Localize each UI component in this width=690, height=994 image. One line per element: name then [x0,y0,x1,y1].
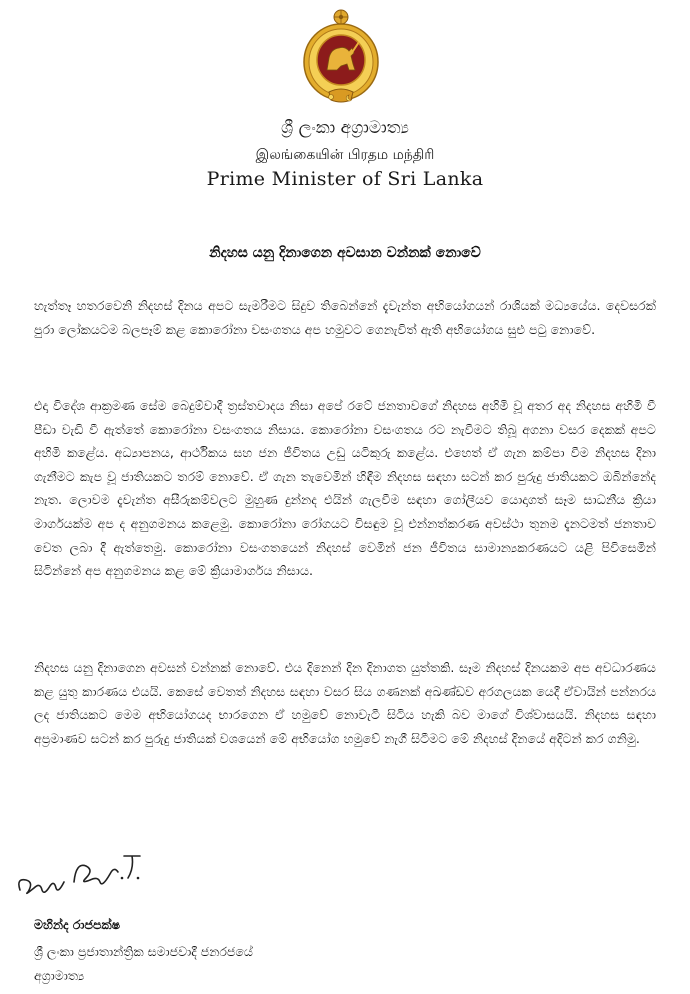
handwritten-signature [14,838,164,904]
header-title-english: Prime Minister of Sri Lanka [206,168,484,190]
header-title-tamil: இலங்கையின் பிரதம மந்திரி [255,147,435,163]
paragraph: එදා විදේශ ආක්‍රමණ සේම බෙදුම්වාදී ත්‍රස්තවාදය නිසා අපේ රටේ ජනතාවගේ නිදහස අහිමි වූ අතර අද නිදහස අහිමි වී පීඩා වැඩි වී ඇත්තේ කොරෝනා වසංගතය නිසාය. කොරෝනා වසංගතය රට නැවීමට තිබූ අගනා වසර දෙකක් අපට අහිමි කළේය. අධ්‍යාපනය, ආර්ථිකය සහ ජන ජීවිතය උඩු යටිකුරු කළේය. එහෙත් ඒ ගැන කම්පා වීම නිදහස දිනා ගැනීමට කැප වූ ජාතියකට තරම් නොවේ. ඒ ගැන තැවෙමින් හිඳීම නිදහස සඳහා සටන් කර පුරුදු ජාතියකට ඔබින්නේද නැත. ලොවම දැවැන්ත අසීරුකම්වලට මුහුණ දුන්නද එයින් ගැලවීම සඳහා ගෝලීයව යොදාගත් සෑම සාධනීය ක්‍රියා මාර්ගයක්ම අප ද අනුගමනය කළෙමු. කොරෝනා රෝගයට විසඳුම වූ එන්නත්කරණ අවස්ථා තුනම දැනටමත් ජනතාව වෙත ලබා දී ඇත්තෙමු. කොරෝනා වසංගතයෙන් නිදහස් වෙමින් ජන ජීවිතය සාමාන්‍යකරණයට යළි පිවිසෙමින් සිටින්නේ අප අනුගමනය කළ මේ ක්‍රියාමාර්ගය නිසාය. [34,398,656,579]
signatory-role: අග්‍රාමාත්‍ය [34,968,85,983]
signatory-organization: ශ්‍රී ලංකා ප්‍රජාතාන්ත්‍රික සමාජවාදී ජනරජයේ [34,944,253,959]
sri-lanka-emblem-icon [297,8,385,108]
signatory-name: මහින්ද රාජපක්ෂ [34,917,121,932]
header-title-sinhala: ශ්‍රී ලංකා අග්‍රාමාත්‍ය [281,118,409,138]
document-title: නිදහස යනු දිනාගෙන අවසාන වන්නක් නොවේ [209,245,481,261]
paragraph: හැත්තෑ හතරවෙනි නිදහස් දිනය අපට සැමරීමට සිදුව තිබෙන්නේ දැවැන්ත අභියෝගයන් රාශියක් මධ්‍යයේය. දෙවසරක් පුරා ලෝකයටම බලපෑම් කළ කොරෝනා වසංගතය අප හමුවට ගෙනැවිත් ඇති අභියෝගය සුළු පටු නොවේ. [34,298,656,337]
paragraph: නිදහස යනු දිනාගෙන අවසන් වන්නක් නොවේ. එය දිනෙන් දින දිනාගත යුත්තකි. සෑම නිදහස් දිනයකම අප අවධාරණය කළ යුතු කාරණය එයයි. කෙසේ වෙතත් නිදහස සඳහා වසර සිය ගණනක් අඛණ්ඩව අරගලයක යෙදී ඒවායින් පන්නරය ලද ජාතියකට මෙම අභියෝගයද භාරගෙන ඒ හමුවේ නොවැටී සිටිය හැකි බව මාගේ විශ්වාසයයි. නිදහස සඳහා අප්‍රමාණව සටන් කර පුරුදු ජාතියක් වශයෙන් මේ අභියෝග හමුවේ නැගී සිටීමට මේ නිදහස් දිනයේ අදිටන් කර ගනිමු. [34,660,656,746]
